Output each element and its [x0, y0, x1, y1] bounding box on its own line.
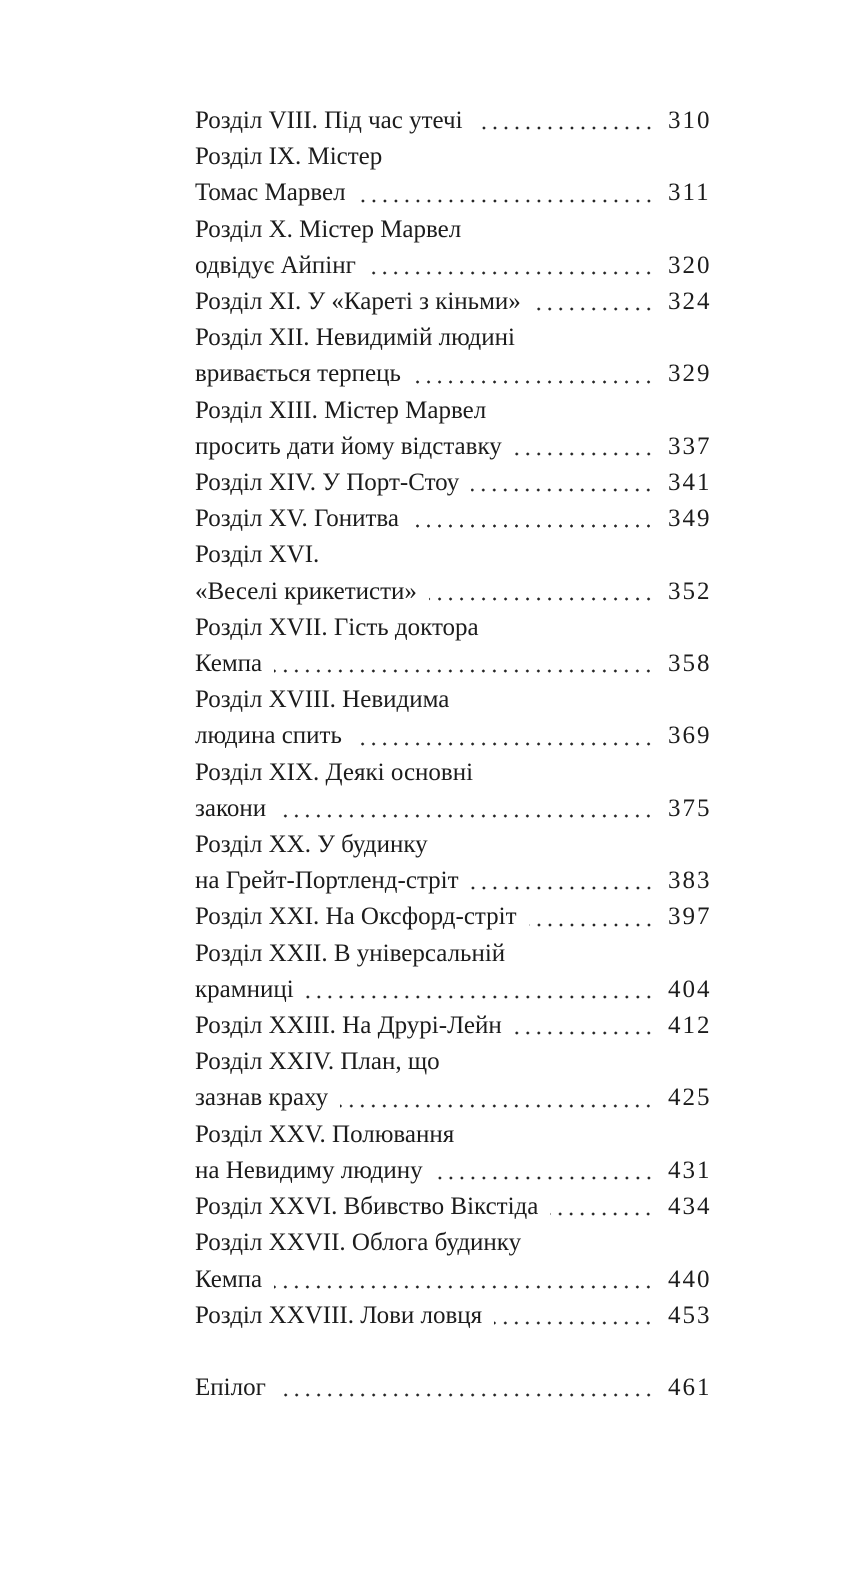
- dot-leader: [471, 465, 654, 501]
- toc-entry-title: Розділ XXVI. Вбивство Вікстіда: [195, 1193, 539, 1221]
- toc-entry-title: на Невидиму людину: [195, 1156, 423, 1184]
- toc-line: [195, 791, 720, 827]
- toc-entry-title: Розділ XIX. Деякі основні: [195, 758, 474, 786]
- toc-line: [195, 356, 720, 392]
- toc-line: [195, 1262, 720, 1298]
- dot-leader: [429, 574, 654, 610]
- toc-line: [195, 537, 720, 573]
- toc-line: [195, 827, 720, 863]
- dot-leader: [494, 1298, 654, 1334]
- toc-page-number: 352: [668, 577, 712, 605]
- toc-line: [195, 175, 720, 211]
- toc-entry-title: Розділ XVI.: [195, 541, 320, 569]
- toc-entry-title: Розділ XXVIII. Лови ловця: [195, 1301, 483, 1329]
- dot-leader: [471, 863, 654, 899]
- toc-line: [195, 1153, 720, 1189]
- toc-entry-title: Томас Марвел: [195, 179, 346, 207]
- toc-line: [195, 863, 720, 899]
- toc-entry-title: Розділ IX. Містер: [195, 143, 383, 171]
- toc-line: [195, 465, 720, 501]
- toc-page-number: 369: [668, 722, 712, 750]
- toc-line: [195, 1370, 720, 1406]
- dot-leader: [278, 791, 654, 827]
- toc-entry-title: Розділ XXI. На Оксфорд-стріт: [195, 903, 517, 931]
- toc-entry-title: вривається терпець: [195, 360, 401, 388]
- toc-line: [195, 1008, 720, 1044]
- toc-line: [195, 899, 720, 935]
- dot-leader: [354, 718, 654, 754]
- toc-entry-title: на Грейт-Портленд-стріт: [195, 867, 459, 895]
- toc-line: [195, 610, 720, 646]
- toc-page-number: 383: [668, 867, 712, 895]
- toc-line: [195, 1298, 720, 1334]
- toc-line: [195, 139, 720, 175]
- toc-entry-title: людина спить: [195, 722, 342, 750]
- toc-entry-title: Розділ XVII. Гість доктора: [195, 613, 479, 641]
- toc-page-number: 440: [668, 1265, 712, 1293]
- toc-entry-title: Розділ VIII. Під час утечі: [195, 107, 463, 134]
- toc-line: [195, 429, 720, 465]
- dot-leader: [533, 284, 654, 320]
- toc-line: [195, 646, 720, 682]
- toc-page-number: 311: [668, 179, 711, 207]
- dot-leader: [514, 1008, 654, 1044]
- toc-entry-title: Розділ XXVII. Облога будинку: [195, 1229, 522, 1257]
- toc-page-number: 320: [668, 251, 712, 279]
- toc-entry-title: Розділ XXIV. План, що: [195, 1048, 440, 1076]
- toc-line: [195, 682, 720, 718]
- dot-leader: [435, 1153, 654, 1189]
- toc-entry-title: Розділ XV. Гонитва: [195, 505, 399, 533]
- toc-line: [195, 1189, 720, 1225]
- toc-page-number: 431: [668, 1156, 712, 1184]
- toc-entry-title: Розділ XXII. В універсальній: [195, 939, 506, 967]
- toc-entry-title: Кемпа: [195, 650, 263, 678]
- dot-leader: [550, 1189, 654, 1225]
- toc-page-number: 329: [668, 360, 712, 388]
- toc-line: [195, 755, 720, 791]
- toc-line: [195, 284, 720, 320]
- toc-page-number: 453: [668, 1301, 712, 1329]
- dot-leader: [411, 501, 654, 537]
- toc-page-number: 337: [668, 432, 712, 460]
- toc-line: [195, 1080, 720, 1116]
- toc-entry-title: Розділ XII. Невидимій людині: [195, 324, 515, 352]
- dot-leader: [368, 248, 654, 284]
- toc-entry-title: Розділ XXV. Полювання: [195, 1120, 455, 1148]
- toc-page-number: 412: [668, 1012, 712, 1040]
- toc-page-number: 434: [668, 1193, 712, 1221]
- dot-leader: [340, 1080, 654, 1116]
- toc-entry-title: Епілог: [195, 1373, 266, 1401]
- toc-entry-title: Розділ XVIII. Невидима: [195, 686, 450, 714]
- toc-line: [195, 574, 720, 610]
- toc-line: [195, 248, 720, 284]
- toc-entry-title: просить дати йому відставку: [195, 432, 502, 460]
- toc-entry-title: крамниці: [195, 975, 294, 1003]
- toc-line: [195, 393, 720, 429]
- dot-leader: [274, 1262, 654, 1298]
- toc-page-number: 324: [668, 288, 712, 316]
- dot-leader: [475, 103, 654, 139]
- toc-page-number: 358: [668, 650, 712, 678]
- toc-entry-title: Розділ X. Містер Марвел: [195, 215, 462, 243]
- toc-line: [195, 320, 720, 356]
- toc-entry-title: Розділ XXIII. На Друрі-Лейн: [195, 1012, 502, 1040]
- toc-page-number: 349: [668, 505, 712, 533]
- toc-page-number: 461: [668, 1373, 712, 1401]
- dot-leader: [358, 175, 654, 211]
- dot-leader: [514, 429, 654, 465]
- toc-line: [195, 972, 720, 1008]
- toc-line: [195, 1225, 720, 1261]
- toc-entry-title: Розділ XI. У «Кареті з кіньми»: [195, 288, 521, 316]
- toc-page-number: 310: [668, 107, 712, 134]
- toc-page-number: 397: [668, 903, 712, 931]
- toc-page-number: 375: [668, 794, 712, 822]
- toc-line: [195, 718, 720, 754]
- dot-leader: [274, 646, 654, 682]
- dot-leader: [278, 1370, 654, 1406]
- toc-entry-title: Розділ XIV. У Порт-Стоу: [195, 469, 460, 497]
- toc-entry-title: «Веселі крикетисти»: [195, 577, 417, 605]
- toc-line: [195, 1117, 720, 1153]
- toc-page-number: 404: [668, 975, 712, 1003]
- dot-leader: [529, 899, 654, 935]
- toc-page-number: 341: [668, 469, 712, 497]
- toc-line: [195, 1044, 720, 1080]
- toc-entry-title: Розділ XX. У будинку: [195, 831, 428, 859]
- toc-entry-title: закони: [195, 794, 267, 822]
- toc-line: [195, 103, 720, 139]
- toc-entry-title: одвідує Айпінг: [195, 251, 356, 279]
- toc-list: [195, 103, 720, 1406]
- toc-line: [195, 936, 720, 972]
- toc-entry-title: зазнав краху: [195, 1084, 329, 1112]
- dot-leader: [306, 972, 654, 1008]
- dot-leader: [413, 356, 654, 392]
- toc-entry-title: Кемпа: [195, 1265, 263, 1293]
- toc-line: [195, 501, 720, 537]
- toc-page-number: 425: [668, 1084, 712, 1112]
- toc-line: [195, 212, 720, 248]
- toc-entry-title: Розділ XIII. Містер Марвел: [195, 396, 487, 424]
